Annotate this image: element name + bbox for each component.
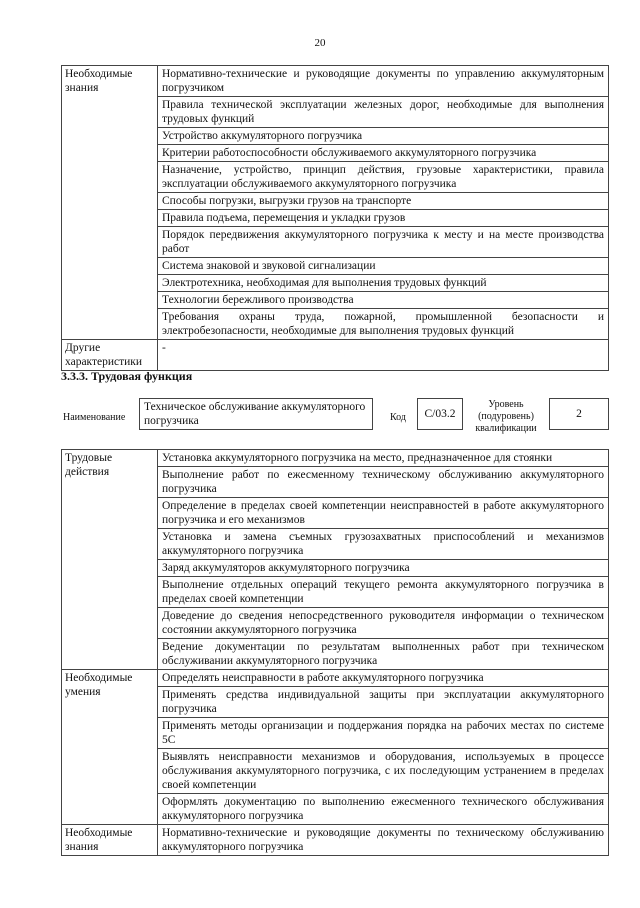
labor-function-table (61, 449, 609, 856)
knowledge-item: Электротехника, необходимая для выполнения трудовых функций (158, 275, 609, 292)
knowledge-item: Критерии работоспособности обслуживаемого аккумуляторного погрузчика (158, 145, 609, 162)
required-skills-item: Оформлять документацию по выполнению ежесменного технического обслуживания аккумуляторного погрузчика (158, 794, 609, 825)
required-skills-item: Определять неисправности в работе аккумуляторного погрузчика (158, 670, 609, 687)
knowledge-item: Назначение, устройство, принцип действия, грузовые характеристики, правила эксплуатации обслуживаемого аккумуляторного погрузчика (158, 162, 609, 193)
labor-actions-item: Установка и замена съемных грузозахватных приспособлений и механизмов аккумуляторного погрузчика (158, 529, 609, 560)
required-skills-item: Применять средства индивидуальной защиты при эксплуатации аккумуляторного погрузчика (158, 687, 609, 718)
knowledge-item: Технологии бережливого производства (158, 292, 609, 309)
knowledge-item: Правила подъема, перемещения и укладки грузов (158, 210, 609, 227)
knowledge-item: Способы погрузки, выгрузки грузов на транспорте (158, 193, 609, 210)
function-header (61, 395, 609, 439)
labor-actions-item: Установка аккумуляторного погрузчика на место, предназначенное для стоянки (158, 450, 609, 467)
page-number: 20 (314, 37, 326, 49)
labor-actions-row (62, 450, 609, 467)
code-label: Код (390, 412, 406, 423)
knowledge-row (62, 66, 609, 97)
labor-actions-item: Заряд аккумуляторов аккумуляторного погрузчика (158, 560, 609, 577)
knowledge-item: Порядок передвижения аккумуляторного погрузчика к месту и на месте производства работ (158, 227, 609, 258)
labor-actions-item: Ведение документации по результатам выполненных работ при техническом обслуживании аккумуляторного погрузчика (158, 639, 609, 670)
required-knowledge-item: Нормативно-технические и руководящие документы по техническому обслуживанию аккумуляторного погрузчика (158, 825, 609, 856)
knowledge-item: Требования охраны труда, пожарной, промышленной безопасности и электробезопасности, необходимые для выполнения трудовых функций (158, 309, 609, 340)
code-value: С/03.2 (417, 398, 463, 430)
other-characteristics-label: Другие характеристики (62, 340, 158, 371)
name-value: Техническое обслуживание аккумуляторного погрузчика (139, 398, 373, 430)
knowledge-item: Система знаковой и звуковой сигнализации (158, 258, 609, 275)
knowledge-item: Устройство аккумуляторного погрузчика (158, 128, 609, 145)
labor-actions-label: Трудовые действия (62, 450, 158, 670)
level-value: 2 (549, 398, 609, 430)
knowledge-item: Нормативно-технические и руководящие документы по управлению аккумуляторным погрузчиком (158, 66, 609, 97)
level-label: Уровень (подуровень) квалификации (475, 399, 537, 434)
required-skills-item: Выявлять неисправности механизмов и оборудования, используемых в процессе обслуживания аккумуляторного погрузчика, с их последующим устранением в пределах своей компетенции (158, 749, 609, 794)
required-knowledge-row (62, 825, 609, 856)
knowledge-label: Необходимые знания (62, 66, 158, 340)
labor-actions-item: Доведение до сведения непосредственного руководителя информации о техническом состоянии аккумуляторного погрузчика (158, 608, 609, 639)
other-characteristics-row (62, 340, 609, 371)
required-skills-row (62, 670, 609, 687)
section-heading: 3.3.3. Трудовая функция (61, 369, 193, 383)
required-skills-label: Необходимые умения (62, 670, 158, 825)
other-characteristics-value: - (158, 340, 609, 371)
labor-actions-item: Выполнение отдельных операций текущего ремонта аккумуляторного погрузчика в пределах своей компетенции (158, 577, 609, 608)
labor-actions-item: Определение в пределах своей компетенции неисправностей в работе аккумуляторного погрузчика и его механизмов (158, 498, 609, 529)
name-label: Наименование (63, 412, 126, 423)
required-knowledge-label: Необходимые знания (62, 825, 158, 856)
required-skills-item: Применять методы организации и поддержания порядка на рабочих местах по системе 5С (158, 718, 609, 749)
knowledge-table (61, 65, 609, 371)
knowledge-item: Правила технической эксплуатации железных дорог, необходимые для выполнения трудовых функций (158, 97, 609, 128)
labor-actions-item: Выполнение работ по ежесменному техническому обслуживанию аккумуляторного погрузчика (158, 467, 609, 498)
